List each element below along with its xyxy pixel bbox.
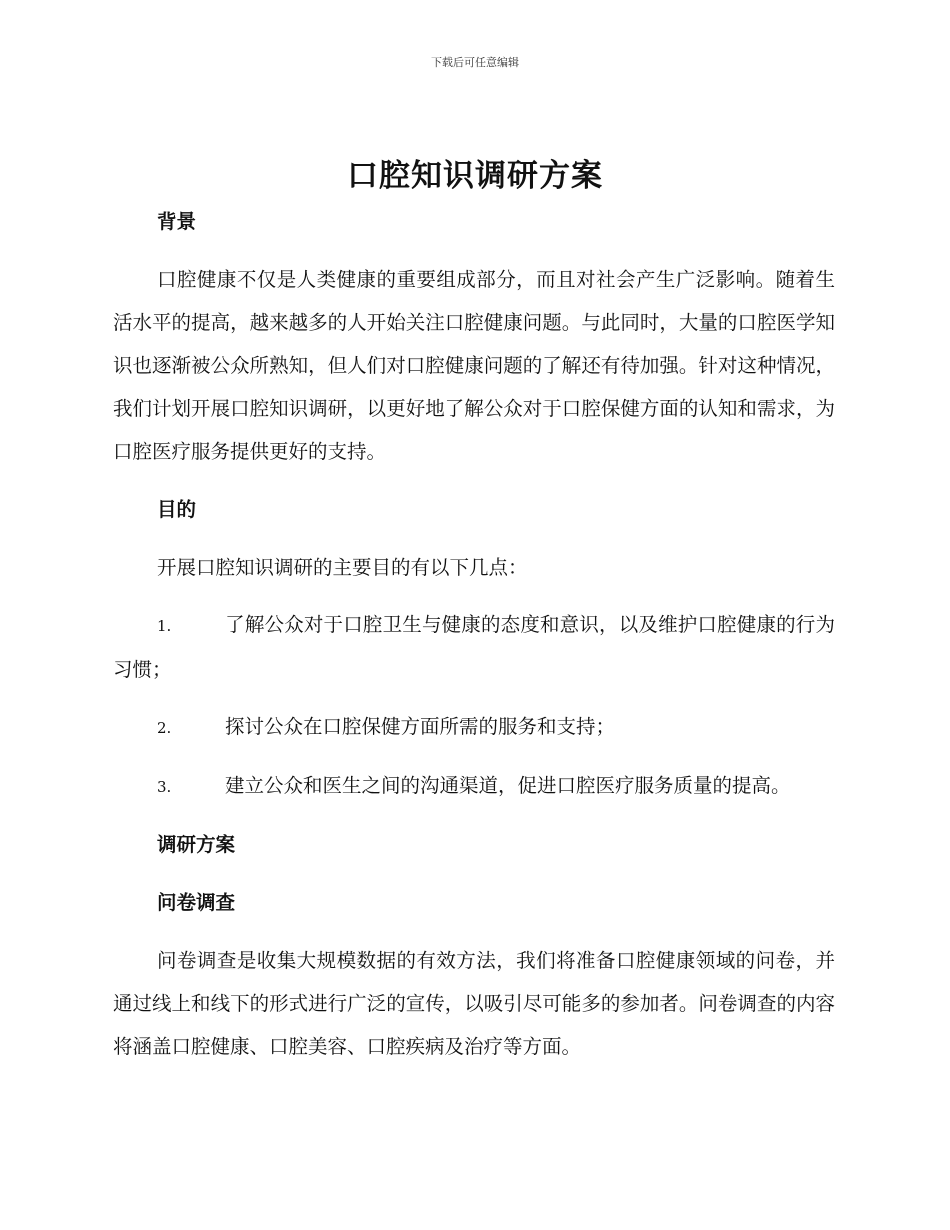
purpose-intro: 开展口腔知识调研的主要目的有以下几点： bbox=[157, 556, 528, 579]
list-item-text: 探讨公众在口腔保健方面所需的服务和支持； bbox=[225, 715, 616, 738]
list-item-number: 3. bbox=[157, 778, 172, 796]
background-paragraph: 口腔健康不仅是人类健康的重要组成部分，而且对社会产生广泛影响。随着生活水平的提高，越来越多的人开始关注口腔健康问题。与此同时，大量的口腔医学知识也逐渐被公众所熟知，但人们对口腔健康问题的了解还有待加强。针对这种情况，我们计划开展口腔知识调研，以更好地了解公众对于口腔保健方面的认知和需求，为口腔医疗服务提供更好的支持。 bbox=[113, 268, 835, 463]
list-item bbox=[113, 603, 835, 691]
document-title: 口腔知识调研方案 bbox=[347, 158, 603, 194]
list-item-number: 2. bbox=[157, 719, 172, 737]
header-note: 下载后可任意编辑 bbox=[431, 56, 519, 69]
section-heading-purpose: 目的 bbox=[157, 498, 197, 521]
list-item-number: 1. bbox=[157, 617, 172, 635]
questionnaire-paragraph: 问卷调查是收集大规模数据的有效方法，我们将准备口腔健康领域的问卷，并通过线上和线下的形式进行广泛的宣传，以吸引尽可能多的参加者。问卷调查的内容将涵盖口腔健康、口腔美容、口腔疾病及治疗等方面。 bbox=[113, 949, 835, 1058]
section-heading-plan: 调研方案 bbox=[157, 833, 236, 856]
list-item-text: 建立公众和医生之间的沟通渠道，促进口腔医疗服务质量的提高。 bbox=[225, 774, 791, 797]
list-item-text: 了解公众对于口腔卫生与健康的态度和意识，以及维护口腔健康的行为习惯； bbox=[113, 613, 835, 681]
list-item bbox=[113, 705, 835, 750]
list-item bbox=[113, 764, 835, 809]
document-body bbox=[113, 200, 835, 1068]
section-heading-background: 背景 bbox=[157, 210, 197, 233]
section-heading-questionnaire: 问卷调查 bbox=[157, 891, 236, 914]
